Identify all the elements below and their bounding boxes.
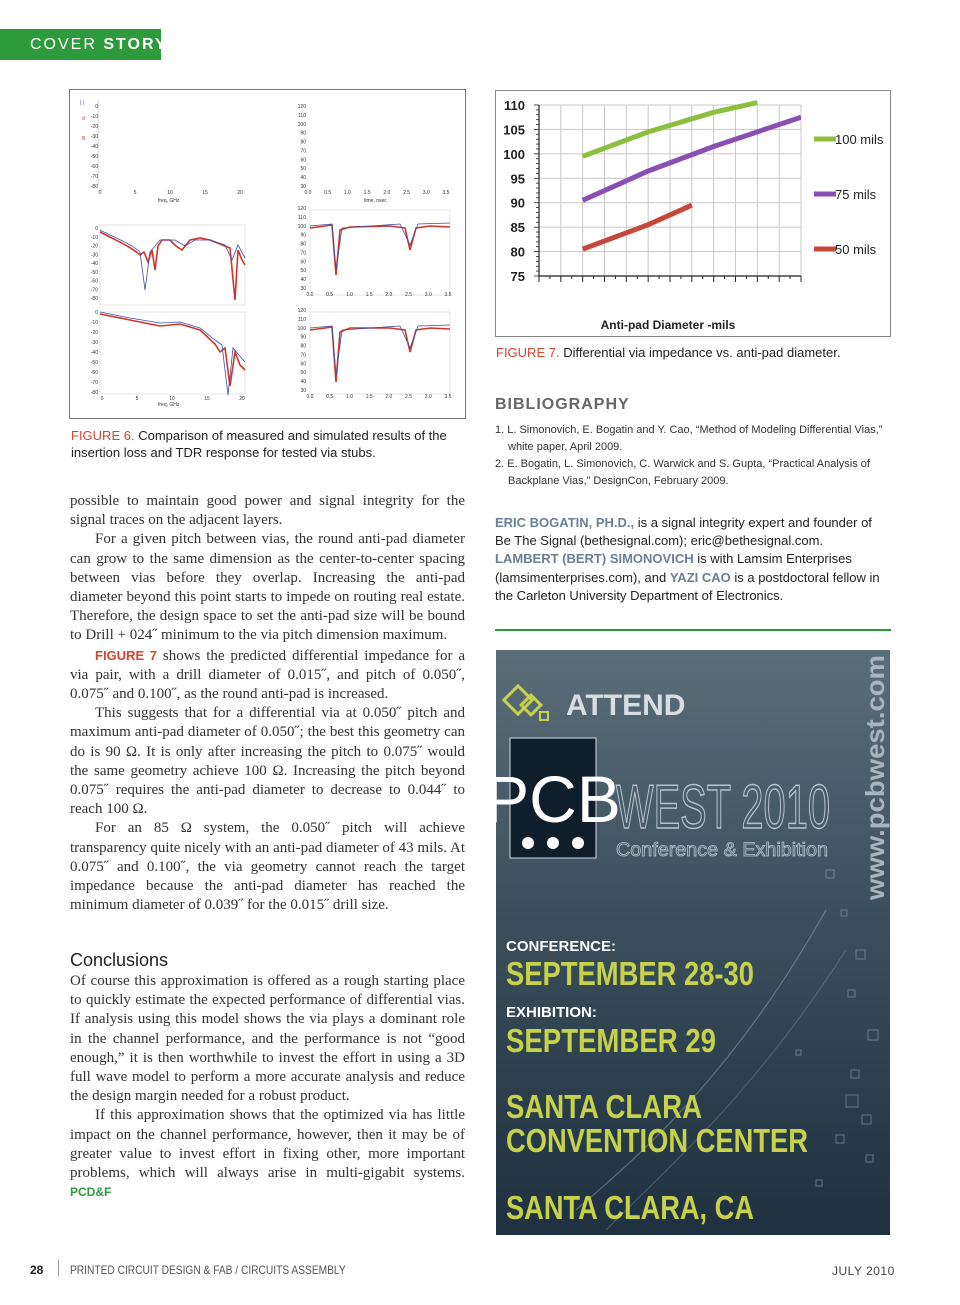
dot-icon — [522, 837, 534, 849]
tick-label: -50 — [90, 360, 98, 366]
tick-label: 2.5 — [403, 190, 411, 196]
tick-label: 90 — [300, 334, 306, 341]
time-axis-label: time, nsec — [364, 198, 387, 204]
tick-label: 20 — [237, 190, 243, 196]
tick-label: -10 — [90, 114, 98, 120]
venue-line-1: SANTA CLARA — [506, 1088, 702, 1125]
attend-text: ATTEND — [566, 689, 686, 722]
pcb-wordmark: PCB — [485, 762, 621, 836]
issue-date: JULY 2010 — [832, 1264, 895, 1278]
end-tag: PCD&F — [70, 1185, 112, 1200]
tick-label: 2.5 — [405, 292, 413, 298]
ad-graphics — [485, 650, 890, 1235]
y-tick-label: 75 — [510, 269, 525, 284]
y-tick-label: 85 — [510, 220, 525, 236]
dot-icon — [547, 837, 559, 849]
exhibition-date: SEPTEMBER 29 — [506, 1022, 716, 1059]
tick-label: 60 — [300, 361, 306, 368]
conference-label: CONFERENCE: — [506, 938, 617, 955]
section-tab — [0, 29, 168, 60]
tick-label: -30 — [90, 340, 98, 346]
tick-label: 120 — [297, 206, 306, 212]
bibliography-item: 1. L. Simonovich, E. Bogatin and Y. Cao, “Method of Modeling Differential Vias,” white paper, April 2009. — [495, 424, 883, 453]
tick-label: 15 — [202, 190, 208, 196]
tdr-panel-bottom — [298, 308, 452, 400]
west-2010-wordmark: WEST 2010 — [616, 773, 830, 842]
y-tick-label: 90 — [510, 195, 525, 211]
tick-label: 70 — [300, 148, 306, 155]
y-tick-label: 105 — [503, 122, 525, 138]
impedance-chart — [496, 91, 890, 336]
tick-label: 3.0 — [422, 190, 430, 196]
tick-label: -10 — [90, 234, 98, 241]
tick-label: 5 — [135, 396, 139, 402]
figure-6-caption — [71, 427, 466, 461]
tick-label: 0 — [98, 190, 102, 196]
svg-text:| |: | | — [80, 100, 84, 106]
tick-label: 1.0 — [345, 394, 353, 400]
figure-reference: FIGURE 7 — [95, 647, 158, 663]
paragraph: FIGURE 7 shows the predicted differential impedance for a via pair, with a drill diameter of 0.015˝, and pitch of 0.050˝, 0.075˝ and 0.100˝, as the round anti-pad is increased. — [70, 647, 465, 703]
legend-label: 75 mils — [835, 187, 877, 202]
tick-label: -80 — [90, 296, 98, 302]
tick-label: 0.0 — [304, 190, 312, 196]
tick-label: 120 — [297, 308, 306, 314]
tick-label: -50 — [90, 269, 98, 276]
figure-6-label: FIGURE 6. — [71, 428, 135, 443]
tick-label: 10 — [167, 190, 173, 196]
author-name: YAZI CAO — [669, 569, 731, 585]
paragraph: This suggests that for a differential via at 0.050˝ pitch and maximum anti-pad diameter of 0.050˝; the best this geometry can do is 90 Ω. It is only after increasing the pitch to 0.075˝ would the same geometry achieve 100 Ω. Increasing the pitch beyond 0.075˝ requires the anti-pad diameter to decrease to 0.044˝ to reach 100 Ω. — [70, 705, 465, 818]
tick-label: 80 — [300, 241, 306, 248]
tick-label: 50 — [300, 268, 306, 275]
tick-label: -20 — [90, 330, 98, 336]
legend-label: 100 mils — [835, 132, 884, 147]
figure-7-caption — [496, 345, 891, 360]
tick-label: 40 — [300, 175, 306, 182]
tick-label: 0.5 — [326, 394, 334, 400]
city: SANTA CLARA, CA — [506, 1189, 754, 1226]
tick-label: 15 — [204, 396, 210, 402]
figure-6-plots — [70, 90, 465, 418]
attend-logo-icon — [504, 686, 548, 720]
tick-label: -20 — [90, 243, 98, 250]
tick-label: 1.5 — [363, 190, 371, 196]
tick-label: 60 — [300, 157, 306, 164]
page-number: 28 — [30, 1263, 44, 1277]
circuit-squares — [796, 870, 878, 1186]
paragraph: possible to maintain good power and signal integrity for the signal traces on the adjacent layers. — [70, 493, 465, 529]
conference-dates: SEPTEMBER 28-30 — [506, 955, 754, 992]
conference-exhibition-text: Conference & Exhibition — [616, 840, 828, 861]
tick-label: 0 — [100, 396, 104, 402]
author-name: LAMBERT (BERT) SIMONOVICH — [495, 551, 694, 567]
freq-axis-label-top: freq, GHz — [158, 198, 180, 204]
tick-label: -40 — [90, 144, 98, 150]
tick-label: 40 — [300, 277, 306, 284]
tick-label: 1.5 — [365, 292, 373, 298]
tick-label: 10 — [169, 396, 175, 402]
tick-label: 3.0 — [424, 292, 432, 298]
loss-panel-middle — [91, 225, 245, 305]
tick-label: 0 — [95, 226, 98, 232]
divider — [495, 629, 891, 631]
bibliography-heading: BIBLIOGRAPHY — [495, 396, 630, 413]
loss-panel-top — [80, 100, 243, 196]
tick-label: 0 — [95, 104, 98, 110]
author-bio: ERIC BOGATIN, PH.D., is a signal integrity expert and founder of Be The Signal (bethesignal.com); eric@bethesignal.com. LAMBERT (BERT) SIMONOVICH is with Lamsim Enterprises (lamsimenterprises.com), and YAZI CAO is a postdoctoral fellow in the Carleton University Department of Electronics. — [495, 515, 880, 603]
tdr-panel-middle — [298, 206, 452, 298]
tick-label: 110 — [298, 112, 306, 119]
bibliography-list — [495, 422, 890, 490]
tick-label: 3.5 — [444, 394, 452, 400]
ad-url: www.pcbwest.com — [860, 668, 890, 900]
tick-label: 50 — [300, 166, 306, 173]
tick-label: 5 — [133, 190, 137, 196]
tick-label: -30 — [90, 134, 98, 140]
tick-label: 110 — [298, 214, 306, 221]
tick-label: 2.0 — [385, 292, 393, 298]
tick-label: -40 — [90, 350, 98, 356]
pcb-west-ad[interactable] — [485, 650, 890, 1235]
figure-6-caption-text: Comparison of measured and simulated results of the insertion loss and TDR response for tested via stubs. — [71, 428, 447, 460]
tick-label: -80 — [90, 184, 98, 190]
tick-label: -30 — [90, 252, 98, 259]
paragraph: If this approximation shows that the optimized via has little impact on the channel performance, however, then it may be of greater value to invest effort in fixing other, more important problems, which will always arise in multi-gigabit systems. PCD&F — [70, 1107, 465, 1200]
tick-label: 80 — [300, 139, 306, 146]
tick-label: 50 — [300, 370, 306, 377]
footer-divider — [58, 1260, 59, 1276]
tick-label: -70 — [90, 380, 98, 386]
article-body — [70, 492, 465, 915]
tick-label: -50 — [90, 154, 98, 160]
tick-label: 120 — [297, 104, 306, 110]
tick-label: 90 — [300, 232, 306, 239]
tick-label: -70 — [90, 287, 98, 294]
tick-label: 2.0 — [385, 394, 393, 400]
tick-label: 80 — [300, 343, 306, 350]
y-tick-label: 110 — [504, 98, 525, 113]
paragraph: For a given pitch between vias, the round anti-pad diameter can grow to the same dimension as the center-to-center spacing between vias before they overlap. Increasing the anti-pad diameter beyond this point starts to impede on routing real estate. Therefore, the design space to set the anti-pad size will be bound to Drill + 024˝ minimum to the via pitch dimension maximum. — [70, 531, 465, 644]
bibliography-item: 2. E. Bogatin, L. Simonovich, C. Warwick and S. Gupta, “Practical Analysis of Backplane Vias,” DesignCon, February 2009. — [495, 458, 870, 487]
loss-panel-bottom — [91, 310, 245, 408]
y-tick-label: 100 — [503, 146, 525, 162]
tick-label: 70 — [300, 352, 306, 359]
tick-label: 30 — [300, 184, 306, 190]
figure-7 — [495, 90, 891, 337]
svg-text:d: d — [82, 116, 85, 122]
tick-label: 0.5 — [324, 190, 332, 196]
section-heading: Conclusions — [70, 950, 169, 970]
tick-label: 3.5 — [442, 190, 450, 196]
section-label: COVER — [30, 36, 97, 53]
tick-label: 60 — [300, 259, 306, 266]
exhibition-label: EXHIBITION: — [506, 1004, 597, 1021]
dot-icon — [572, 837, 584, 849]
tick-label: 2.0 — [383, 190, 391, 196]
tdr-panel-top — [298, 104, 450, 196]
tick-label: 100 — [297, 121, 306, 128]
tick-label: 2.5 — [405, 394, 413, 400]
section-label-bold: STORY — [103, 36, 168, 53]
author-name: ERIC BOGATIN, PH.D., — [495, 515, 635, 530]
tick-label: 90 — [300, 130, 306, 137]
y-tick-label: 80 — [510, 244, 525, 260]
venue-line-2: CONVENTION CENTER — [506, 1122, 809, 1159]
tick-label: 70 — [300, 250, 306, 257]
tick-label: 110 — [298, 316, 306, 323]
x-axis-label: Anti-pad Diameter -mils — [600, 318, 736, 332]
tick-label: -40 — [90, 261, 98, 267]
tick-label: 1.5 — [365, 394, 373, 400]
tick-label: 1.0 — [345, 292, 353, 298]
tick-label: 0.0 — [306, 394, 314, 400]
tick-label: -80 — [90, 390, 98, 396]
tick-label: 100 — [297, 325, 306, 332]
conclusions-body — [70, 972, 465, 1202]
legend-label: 50 mils — [835, 242, 877, 257]
tick-label: -60 — [90, 370, 98, 376]
tick-label: -20 — [90, 124, 98, 130]
tick-label: 0.0 — [306, 292, 314, 298]
tick-label: -10 — [90, 320, 98, 326]
paragraph: Of course this approximation is offered as a rough starting place to quickly estimate the expected performance of differential vias. If analysis using this model shows the via plays a dominant role in the channel performance, and the performance is not “good enough,” it is then worthwhile to invest the effort in using a 3D full wave model to perform a more accurate analysis and reduce the design margin needed for a robust product. — [70, 973, 465, 1105]
figure-7-caption-text: Differential via impedance vs. anti-pad diameter. — [563, 345, 841, 360]
tick-label: -60 — [90, 164, 98, 170]
paragraph: For an 85 Ω system, the 0.050˝ pitch will achieve transparency quite nicely with an anti-pad diameter of 43 mils. At 0.075˝ and 0.100˝, the via geometry cannot reach the target impedance because the anti-pad diameter has reached the minimum diameter of 0.039˝ for the 0.015˝ drill size. — [70, 820, 465, 914]
tick-label: 30 — [300, 388, 306, 394]
tick-label: 0.5 — [326, 292, 334, 298]
tick-label: 40 — [300, 379, 306, 386]
figure-6 — [69, 89, 466, 419]
tick-label: 20 — [239, 396, 245, 402]
figure-7-label: FIGURE 7. — [496, 345, 560, 360]
tick-label: 30 — [300, 286, 306, 292]
tick-label: 100 — [297, 223, 306, 230]
y-tick-label: 95 — [510, 171, 525, 187]
tick-label: 3.0 — [424, 394, 432, 400]
freq-axis-label: freq, GHz — [158, 402, 180, 408]
tick-label: -70 — [90, 174, 98, 180]
publication-name: PRINTED CIRCUIT DESIGN & FAB / CIRCUITS ASSEMBLY — [70, 1263, 346, 1277]
tick-label: -60 — [90, 278, 98, 285]
tick-label: 1.0 — [343, 190, 351, 196]
tick-label: 0 — [95, 310, 98, 316]
tick-label: 3.5 — [444, 292, 452, 298]
svg-text:B: B — [82, 136, 86, 142]
